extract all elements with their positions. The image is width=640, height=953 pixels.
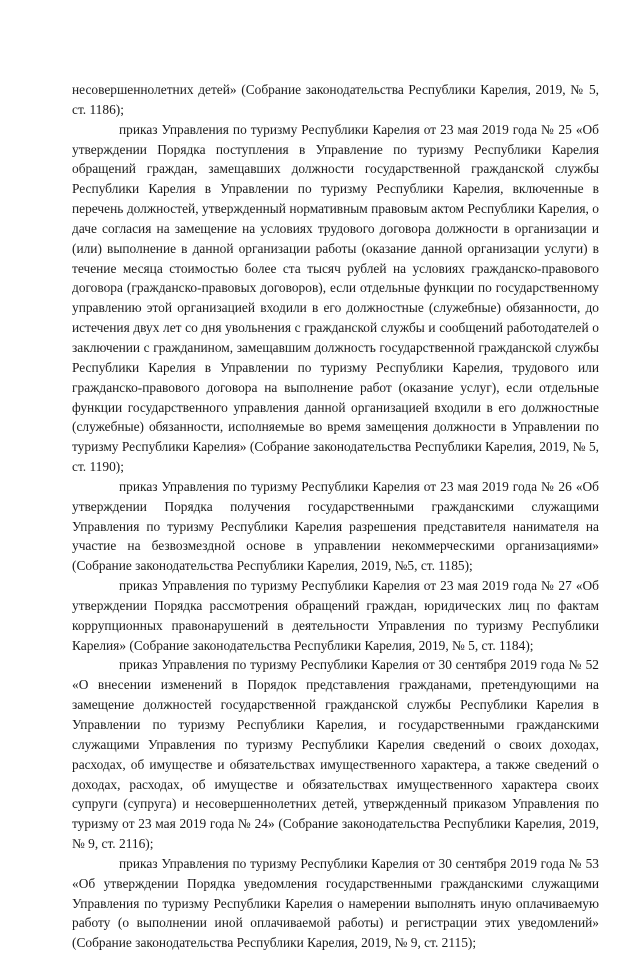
document-page [72, 80, 599, 953]
paragraph-continuation: несовершеннолетних детей» (Собрание законодательства Республики Карелия, 2019, № 5, ст. 1186); [72, 82, 599, 117]
paragraph-order-27: приказ Управления по туризму Республики Карелия от 23 мая 2019 года № 27 «Об утверждении Порядка рассмотрения обращений граждан, юридических лиц по фактам коррупционных правонарушений в деятельности Управления по туризму Республики Карелия» (Собрание законодательства Республики Карелия, 2019, № 5, ст. 1184); [72, 578, 599, 653]
paragraph-order-52: приказ Управления по туризму Республики Карелия от 30 сентября 2019 года № 52 «О внесении изменений в Порядок представления гражданами, претендующими на замещение должностей государственной гражданской службы Республики Карелия в Управлении по туризму Республики Карелия, и государственными гражданскими служащими Управления по туризму Республики Карелия сведений о своих доходах, расходах, об имуществе и обязательствах имущественного характера, а также сведений о доходах, расходах, об имуществе и обязательствах имущественного характера своих супруги (супруга) и несовершеннолетних детей, утвержденный приказом Управления по туризму от 23 мая 2019 года № 24» (Собрание законодательства Республики Карелия, 2019, № 9, ст. 2116); [72, 657, 599, 852]
paragraph-order-53: приказ Управления по туризму Республики Карелия от 30 сентября 2019 года № 53 «Об утверждении Порядка уведомления государственными гражданскими служащими Управления по туризму Республики Карелия о намерении выполнять иную оплачиваемую работу (о выполнении иной оплачиваемой работы) и регистрации этих уведомлений» (Собрание законодательства Республики Карелия, 2019, № 9, ст. 2115); [72, 855, 599, 951]
paragraph-order-26: приказ Управления по туризму Республики Карелия от 23 мая 2019 года № 26 «Об утверждении Порядка получения государственными гражданскими служащими Управления по туризму Республики Карелия разрешения представителя нанимателя на участие на безвозмездной основе в управлении некоммерческими организациями» (Собрание законодательства Республики Карелия, 2019, №5, ст. 1185); [72, 478, 599, 574]
paragraph-order-25: приказ Управления по туризму Республики Карелия от 23 мая 2019 года № 25 «Об утверждении Порядка поступления в Управление по туризму Республики Карелия обращений граждан, замещавших должности государственной гражданской службы Республики Карелия в Управлении по туризму Республики Карелия, включенные в перечень должностей, утвержденный нормативным правовым актом Республики Карелия, о даче согласия на замещение на условиях трудового договора должности в организации и (или) выполнение в данной организации работы (оказание данной организации услуги) в течение месяца стоимостью более ста тысяч рублей на условиях гражданско-правового договора (гражданско-правовых договоров), если отдельные функции по государственному управлению этой организацией входили в его должностные (служебные) обязанности, до истечения двух лет со дня увольнения с гражданской службы и сообщений работодателей о заключении с гражданином, замещавшим должность государственной гражданской службы Республики Карелия в Управлении по туризму Республики Карелия, трудового или гражданско-правового договора на выполнение работ (оказание услуг), если отдельные функции государственного управления данной организацией входили в его должностные (служебные) обязанности, исполняемые во время замещения должности в Управлении по туризму Республики Карелия» (Собрание законодательства Республики Карелия, 2019, № 5, ст. 1190); [72, 121, 599, 475]
